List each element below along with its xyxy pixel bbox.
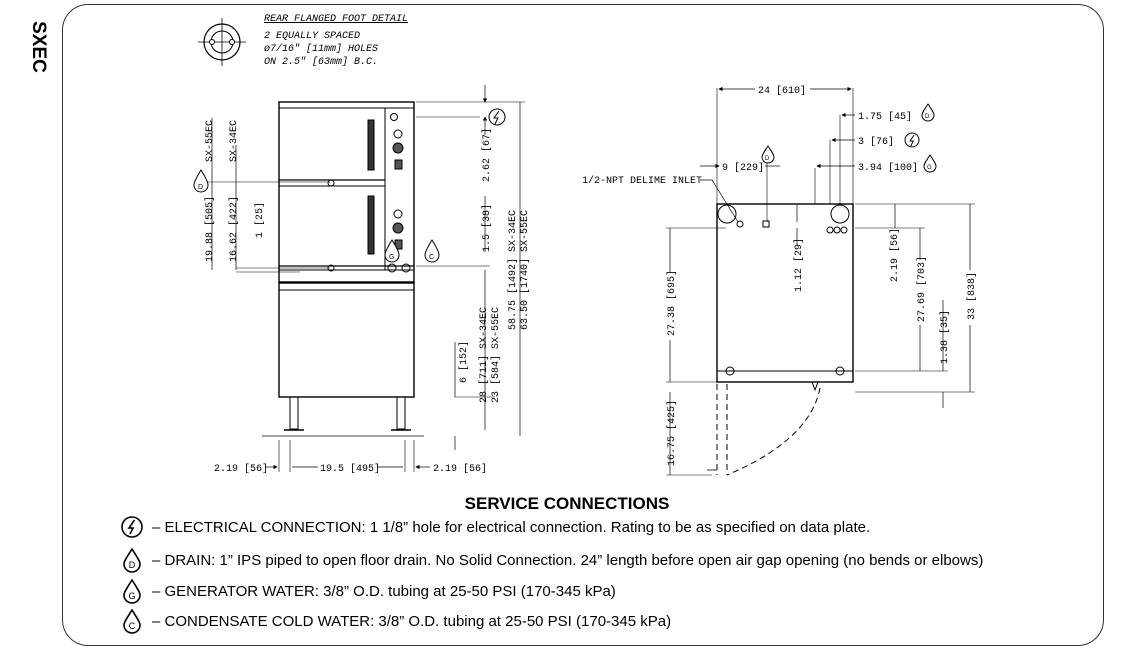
generator-water-icon bbox=[120, 578, 144, 604]
dim-16-62: 16.62 [422] bbox=[229, 195, 240, 262]
foot-detail-title: REAR FLANGED FOOT DETAIL bbox=[264, 14, 409, 25]
svg-text:D: D bbox=[765, 156, 770, 162]
svg-text:D: D bbox=[128, 560, 136, 570]
foot-detail-line1: 2 EQUALLY SPACED bbox=[264, 31, 361, 42]
generator-water-icon bbox=[924, 155, 936, 172]
front-view bbox=[200, 85, 525, 472]
dim-1-38: 1.38 [35] bbox=[940, 309, 951, 364]
dim-23: 23 [584] SX-55EC bbox=[491, 306, 502, 403]
dim-19-5: 19.5 [495] bbox=[320, 464, 381, 475]
electrical-icon bbox=[120, 514, 144, 540]
svg-text:C: C bbox=[429, 254, 435, 261]
svg-text:G: G bbox=[927, 165, 932, 171]
dim-1: 1 [25] bbox=[255, 201, 266, 238]
legend-item-electrical bbox=[120, 514, 870, 540]
legend-condensate-water-text: – CONDENSATE COLD WATER: 3/8” O.D. tubing at 25-50 PSI (170-345 kPa) bbox=[152, 612, 672, 630]
legend-generator-water-text: – GENERATOR WATER: 3/8” O.D. tubing at 25-50 PSI (170-345 kPa) bbox=[152, 582, 616, 600]
dim-3-94: 3.94 [100] bbox=[858, 163, 919, 174]
dim-33: 33 [838] bbox=[967, 271, 978, 320]
dim-3: 3 [76] bbox=[858, 137, 895, 148]
svg-text:D: D bbox=[198, 184, 204, 191]
svg-text:C: C bbox=[128, 621, 136, 631]
dim-2-19-right: 2.19 [56] bbox=[433, 464, 488, 475]
model-sx34ec-label: SX-34EC bbox=[229, 119, 240, 162]
dim-28: 28 [711] SX-34EC bbox=[479, 306, 490, 403]
side-label: SXEC bbox=[27, 21, 49, 73]
legend-item-generator-water bbox=[120, 578, 616, 604]
drain-icon bbox=[194, 170, 208, 192]
foot-detail-line2: ø7/16" [11mm] HOLES bbox=[264, 44, 379, 55]
electrical-icon bbox=[905, 133, 919, 147]
side-view-body bbox=[717, 204, 853, 390]
legend-item-condensate-water bbox=[120, 608, 671, 634]
service-connections-title: SERVICE CONNECTIONS bbox=[464, 494, 670, 513]
foot-detail-symbol bbox=[198, 18, 246, 66]
dim-24: 24 [610] bbox=[758, 86, 807, 97]
dim-19-88: 19.88 [505] bbox=[205, 195, 216, 262]
drain-icon bbox=[922, 104, 934, 121]
legend-item-drain bbox=[120, 547, 983, 573]
model-sx55ec-label: SX-55EC bbox=[205, 119, 216, 162]
front-view-dimensions bbox=[204, 120, 531, 475]
side-view-door-swing bbox=[717, 384, 820, 475]
dim-1-12: 1.12 [29] bbox=[794, 237, 805, 292]
svg-text:D: D bbox=[925, 114, 930, 120]
dim-27-69: 27.69 [703] bbox=[917, 255, 928, 322]
svg-text:G: G bbox=[389, 254, 395, 261]
dim-16-75: 16.75 [425] bbox=[667, 399, 678, 466]
svg-text:G: G bbox=[128, 591, 136, 601]
condensate-water-icon bbox=[120, 608, 144, 634]
drain-icon bbox=[120, 547, 144, 573]
dim-6: 6 [152] bbox=[459, 340, 470, 383]
dim-2-62: 2.62 [67] bbox=[482, 127, 493, 182]
dim-27-38: 27.38 [695] bbox=[667, 269, 678, 336]
delime-inlet-label: 1/2-NPT DELIME INLET bbox=[582, 176, 703, 187]
dim-1-75: 1.75 [45] bbox=[858, 112, 913, 123]
dim-2-19-left: 2.19 [56] bbox=[214, 464, 269, 475]
dim-63-50: 63.50 [1740] SX-55EC bbox=[520, 209, 531, 330]
dim-1-5: 1.5 [38] bbox=[482, 203, 493, 252]
legend-electrical-text: – ELECTRICAL CONNECTION: 1 1/8” hole for electrical connection. Rating to be as specified on data plate. bbox=[152, 518, 871, 536]
foot-detail bbox=[198, 14, 408, 68]
legend-drain-text: – DRAIN: 1” IPS piped to open floor drain. No Solid Connection. 24” length before open air gap opening (no bends or elbows) bbox=[152, 551, 984, 569]
drain-icon bbox=[762, 146, 774, 163]
condensate-water-icon bbox=[425, 240, 439, 262]
dim-9: 9 [229] bbox=[722, 163, 765, 174]
front-view-legs bbox=[262, 397, 424, 436]
foot-detail-line3: ON 2.5" [63mm] B.C. bbox=[264, 57, 379, 68]
dim-2-19: 2.19 [56] bbox=[890, 227, 901, 282]
dim-58-75: 58.75 [1492] SX-34EC bbox=[508, 209, 519, 330]
electrical-icon bbox=[489, 109, 505, 125]
side-view bbox=[666, 88, 975, 475]
